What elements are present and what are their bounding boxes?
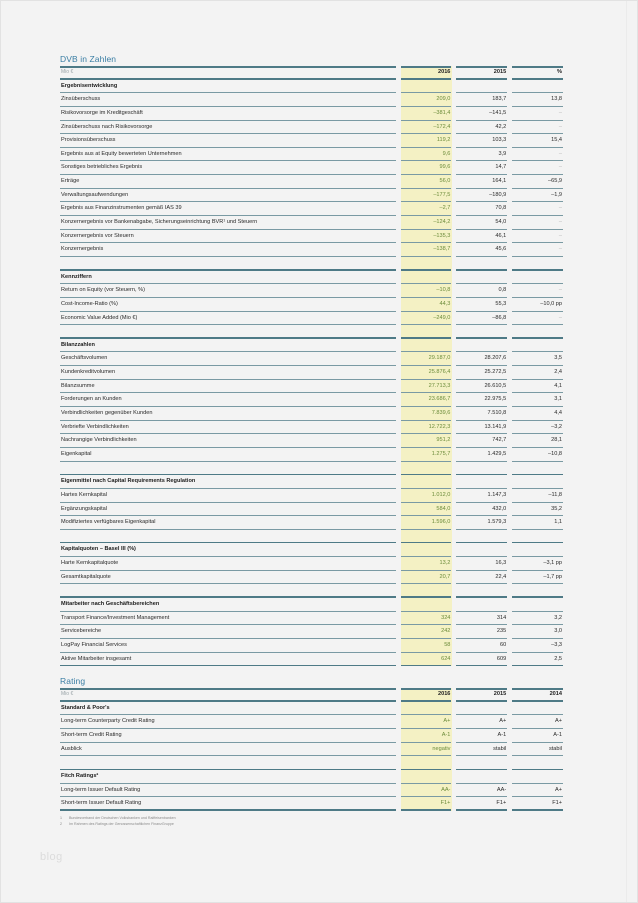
- row-label: Risikovorsorge im Kreditgeschäft: [60, 107, 396, 121]
- table-row: [60, 489, 563, 503]
- cell-third: –: [512, 107, 563, 121]
- row-label: Economic Value Added (Mio €): [60, 312, 396, 326]
- cell-2015: 0,8: [456, 284, 507, 298]
- cell-2015: [456, 584, 507, 598]
- cell-2015: A-1: [456, 729, 507, 743]
- cell-third: [512, 339, 563, 353]
- cell-third: 2,4: [512, 366, 563, 380]
- table-row: [60, 216, 563, 230]
- row-label: Ergebnis aus Finanzinstrumenten gemäß IAS 39: [60, 202, 396, 216]
- footnotes: [60, 815, 563, 827]
- row-label: Long-term Counterparty Credit Rating: [60, 715, 396, 729]
- row-label: Kundenkreditvolumen: [60, 366, 396, 380]
- table-row: [60, 715, 563, 729]
- row-label: Fitch Ratings²: [60, 770, 396, 784]
- spacer-row: [60, 257, 563, 271]
- row-label: Verbindlichkeiten gegenüber Kunden: [60, 407, 396, 421]
- row-label: Mio €: [60, 688, 396, 702]
- row-label: [60, 462, 396, 476]
- cell-2015: –141,5: [456, 107, 507, 121]
- group-heading: [60, 271, 563, 285]
- row-label: Kapitalquoten – Basel III (%): [60, 543, 396, 557]
- cell-2016: 58: [401, 639, 452, 653]
- cell-third: A+: [512, 715, 563, 729]
- table-row: [60, 612, 563, 626]
- cell-third: –: [512, 284, 563, 298]
- cell-2015: 45,6: [456, 243, 507, 257]
- row-label: Ergebnisentwicklung: [60, 80, 396, 94]
- cell-2016: [401, 702, 452, 716]
- row-label: Konzernergebnis vor Bankenabgabe, Sicherungseinrichtung BVR¹ und Steuern: [60, 216, 396, 230]
- cell-2016: 119,2: [401, 134, 452, 148]
- cell-third: –: [512, 148, 563, 162]
- cell-third: 35,2: [512, 503, 563, 517]
- cell-2015: F1+: [456, 797, 507, 811]
- table-row: [60, 571, 563, 585]
- cell-2016: –177,5: [401, 189, 452, 203]
- row-label: Transport Finance/Investment Management: [60, 612, 396, 626]
- cell-2015: 2015: [456, 688, 507, 702]
- table-row: [60, 352, 563, 366]
- table-row: [60, 407, 563, 421]
- cell-third: 3,1: [512, 393, 563, 407]
- table-row: [60, 298, 563, 312]
- cell-third: –11,8: [512, 489, 563, 503]
- row-label: Return on Equity (vor Steuern, %): [60, 284, 396, 298]
- cell-third: –: [512, 121, 563, 135]
- table-row: [60, 797, 563, 811]
- footnote-number: 2: [60, 821, 62, 826]
- cell-2016: F1+: [401, 797, 452, 811]
- cell-third: stabil: [512, 743, 563, 757]
- table-row: [60, 743, 563, 757]
- cell-third: [512, 598, 563, 612]
- cell-2016: 56,0: [401, 175, 452, 189]
- cell-2015: AA-: [456, 784, 507, 798]
- cell-2015: 28.207,6: [456, 352, 507, 366]
- cell-2015: stabil: [456, 743, 507, 757]
- cell-2015: 2015: [456, 66, 507, 80]
- group-heading: [60, 475, 563, 489]
- row-label: Short-term Issuer Default Rating: [60, 797, 396, 811]
- cell-2016: [401, 462, 452, 476]
- cell-third: –: [512, 243, 563, 257]
- row-label: [60, 257, 396, 271]
- cell-2016: 2016: [401, 66, 452, 80]
- cell-2016: 12.722,3: [401, 421, 452, 435]
- cell-third: %: [512, 66, 563, 80]
- row-label: Erträge: [60, 175, 396, 189]
- cell-2015: [456, 325, 507, 339]
- row-label: [60, 530, 396, 544]
- row-label: Long-term Issuer Default Rating: [60, 784, 396, 798]
- cell-2015: [456, 598, 507, 612]
- table-row: [60, 421, 563, 435]
- cell-third: [512, 702, 563, 716]
- section1-section: [60, 52, 563, 666]
- cell-2016: –138,7: [401, 243, 452, 257]
- cell-2015: [456, 543, 507, 557]
- cell-2015: [456, 702, 507, 716]
- cell-2016: 9,6: [401, 148, 452, 162]
- cell-third: 15,4: [512, 134, 563, 148]
- cell-third: [512, 271, 563, 285]
- section-title: Rating: [60, 676, 86, 687]
- cell-third: [512, 462, 563, 476]
- cell-2015: 22,4: [456, 571, 507, 585]
- cell-2016: –2,7: [401, 202, 452, 216]
- cell-2015: 103,3: [456, 134, 507, 148]
- cell-2015: 25.272,5: [456, 366, 507, 380]
- cell-2016: 324: [401, 612, 452, 626]
- cell-third: –: [512, 216, 563, 230]
- table-row: [60, 148, 563, 162]
- row-label: Standard & Poor's: [60, 702, 396, 716]
- row-label: Konzernergebnis: [60, 243, 396, 257]
- cell-2016: 1.012,0: [401, 489, 452, 503]
- table-row: [60, 134, 563, 148]
- cell-third: –3,1 pp: [512, 557, 563, 571]
- cell-third: –: [512, 312, 563, 326]
- cell-2015: [456, 80, 507, 94]
- cell-third: [512, 756, 563, 770]
- cell-2015: 13.141,9: [456, 421, 507, 435]
- cell-2015: A+: [456, 715, 507, 729]
- row-label: Verwaltungsaufwendungen: [60, 189, 396, 203]
- spacer-row: [60, 462, 563, 476]
- table-row: [60, 161, 563, 175]
- cell-2015: [456, 770, 507, 784]
- cell-2015: 7.510,8: [456, 407, 507, 421]
- table-header: [60, 688, 563, 702]
- cell-2015: 55,3: [456, 298, 507, 312]
- cell-third: –65,9: [512, 175, 563, 189]
- cell-2015: [456, 475, 507, 489]
- cell-2015: [456, 271, 507, 285]
- row-label: LogPay Financial Services: [60, 639, 396, 653]
- row-label: Geschäftsvolumen: [60, 352, 396, 366]
- cell-2016: [401, 339, 452, 353]
- cell-2016: [401, 584, 452, 598]
- cell-third: –: [512, 230, 563, 244]
- table-row: [60, 380, 563, 394]
- cell-2016: 25.876,4: [401, 366, 452, 380]
- row-label: Forderungen an Kunden: [60, 393, 396, 407]
- row-label: Mitarbeiter nach Geschäftsbereichen: [60, 598, 396, 612]
- cell-2015: –86,8: [456, 312, 507, 326]
- table-row: [60, 625, 563, 639]
- watermark: blog: [40, 851, 63, 863]
- section2-table: [60, 688, 563, 811]
- spacer-row: [60, 325, 563, 339]
- row-label: [60, 756, 396, 770]
- table-row: [60, 639, 563, 653]
- cell-third: [512, 325, 563, 339]
- cell-third: –: [512, 161, 563, 175]
- document-content: [60, 52, 563, 827]
- table-row: [60, 366, 563, 380]
- cell-2015: 1.429,5: [456, 448, 507, 462]
- cell-2016: 7.839,6: [401, 407, 452, 421]
- table-row: [60, 393, 563, 407]
- cell-2016: 23.686,7: [401, 393, 452, 407]
- row-label: Modifiziertes verfügbares Eigenkapital: [60, 516, 396, 530]
- footnote: [60, 821, 563, 827]
- cell-2015: 742,7: [456, 434, 507, 448]
- cell-2015: 3,9: [456, 148, 507, 162]
- spacer-row: [60, 584, 563, 598]
- row-label: Verbriefte Verbindlichkeiten: [60, 421, 396, 435]
- row-label: Zinsüberschuss: [60, 93, 396, 107]
- row-label: Eigenmittel nach Capital Requirements Regulation: [60, 475, 396, 489]
- row-label: Bilanzsumme: [60, 380, 396, 394]
- cell-2016: 44,3: [401, 298, 452, 312]
- row-label: Ausblick: [60, 743, 396, 757]
- table-row: [60, 516, 563, 530]
- cell-2016: AA-: [401, 784, 452, 798]
- group-heading: [60, 770, 563, 784]
- row-label: Ergebnis aus at Equity bewerteten Unternehmen: [60, 148, 396, 162]
- cell-third: –10,0 pp: [512, 298, 563, 312]
- cell-third: A+: [512, 784, 563, 798]
- row-label: Eigenkapital: [60, 448, 396, 462]
- cell-2016: 1.275,7: [401, 448, 452, 462]
- cell-2015: 26.610,5: [456, 380, 507, 394]
- table-row: [60, 121, 563, 135]
- cell-2015: [456, 257, 507, 271]
- cell-2015: 70,8: [456, 202, 507, 216]
- row-label: Kennziffern: [60, 271, 396, 285]
- row-label: Cost-Income-Ratio (%): [60, 298, 396, 312]
- cell-third: 28,1: [512, 434, 563, 448]
- cell-third: 2014: [512, 688, 563, 702]
- cell-third: –: [512, 202, 563, 216]
- table-header: [60, 66, 563, 80]
- cell-third: [512, 80, 563, 94]
- cell-third: –10,8: [512, 448, 563, 462]
- cell-2016: 584,0: [401, 503, 452, 517]
- cell-2015: 42,2: [456, 121, 507, 135]
- cell-third: A-1: [512, 729, 563, 743]
- group-heading: [60, 598, 563, 612]
- cell-2016: 951,2: [401, 434, 452, 448]
- spacer-row: [60, 530, 563, 544]
- cell-2016: [401, 80, 452, 94]
- cell-2015: 1.147,3: [456, 489, 507, 503]
- cell-2016: [401, 257, 452, 271]
- cell-2015: 609: [456, 653, 507, 667]
- row-label: [60, 584, 396, 598]
- cell-2016: 209,0: [401, 93, 452, 107]
- cell-2015: [456, 530, 507, 544]
- cell-2015: 16,3: [456, 557, 507, 571]
- cell-2016: 624: [401, 653, 452, 667]
- cell-2016: –124,2: [401, 216, 452, 230]
- row-label: Short-term Credit Rating: [60, 729, 396, 743]
- cell-2015: [456, 462, 507, 476]
- group-heading: [60, 543, 563, 557]
- cell-third: [512, 543, 563, 557]
- cell-third: 13,8: [512, 93, 563, 107]
- cell-2015: 183,7: [456, 93, 507, 107]
- cell-third: –3,3: [512, 639, 563, 653]
- row-label: Ergänzungskapital: [60, 503, 396, 517]
- table-row: [60, 557, 563, 571]
- row-label: Konzernergebnis vor Steuern: [60, 230, 396, 244]
- cell-2016: 13,2: [401, 557, 452, 571]
- row-label: Nachrangige Verbindlichkeiten: [60, 434, 396, 448]
- row-label: Bilanzzahlen: [60, 339, 396, 353]
- cell-third: [512, 475, 563, 489]
- cell-2015: [456, 339, 507, 353]
- section2-section: [60, 674, 563, 827]
- cell-2016: A+: [401, 715, 452, 729]
- section1-table: [60, 66, 563, 666]
- cell-2016: –135,3: [401, 230, 452, 244]
- cell-2015: 14,7: [456, 161, 507, 175]
- cell-2015: 54,0: [456, 216, 507, 230]
- cell-2016: [401, 756, 452, 770]
- group-heading: [60, 80, 563, 94]
- cell-2015: 60: [456, 639, 507, 653]
- cell-2016: 1.596,0: [401, 516, 452, 530]
- cell-third: –1,7 pp: [512, 571, 563, 585]
- row-label: Servicebereiche: [60, 625, 396, 639]
- cell-2015: 235: [456, 625, 507, 639]
- spacer-row: [60, 756, 563, 770]
- cell-third: 1,1: [512, 516, 563, 530]
- cell-2015: 22.975,5: [456, 393, 507, 407]
- cell-2016: 29.187,0: [401, 352, 452, 366]
- table-row: [60, 434, 563, 448]
- table-row: [60, 243, 563, 257]
- table-row: [60, 284, 563, 298]
- cell-2015: 432,0: [456, 503, 507, 517]
- table-row: [60, 93, 563, 107]
- cell-third: 3,0: [512, 625, 563, 639]
- cell-2015: 164,1: [456, 175, 507, 189]
- row-label: Hartes Kernkapital: [60, 489, 396, 503]
- table-row: [60, 312, 563, 326]
- cell-third: 3,5: [512, 352, 563, 366]
- row-label: Aktive Mitarbeiter insgesamt: [60, 653, 396, 667]
- cell-2016: 20,7: [401, 571, 452, 585]
- group-heading: [60, 702, 563, 716]
- table-row: [60, 107, 563, 121]
- row-label: Zinsüberschuss nach Risikovorsorge: [60, 121, 396, 135]
- cell-2015: 46,1: [456, 230, 507, 244]
- cell-2016: A-1: [401, 729, 452, 743]
- table-row: [60, 503, 563, 517]
- cell-third: –3,2: [512, 421, 563, 435]
- cell-third: [512, 770, 563, 784]
- table-row: [60, 175, 563, 189]
- cell-2016: 242: [401, 625, 452, 639]
- cell-third: [512, 257, 563, 271]
- cell-2015: –180,9: [456, 189, 507, 203]
- cell-2016: [401, 598, 452, 612]
- table-row: [60, 784, 563, 798]
- section-title: DVB in Zahlen: [60, 54, 117, 64]
- row-label: [60, 325, 396, 339]
- table-row: [60, 653, 563, 667]
- cell-third: 3,2: [512, 612, 563, 626]
- table-row: [60, 729, 563, 743]
- cell-2016: –249,0: [401, 312, 452, 326]
- table-row: [60, 230, 563, 244]
- row-label: Mio €: [60, 66, 396, 80]
- cell-third: [512, 584, 563, 598]
- cell-third: 4,4: [512, 407, 563, 421]
- footnote-number: 1: [60, 815, 62, 820]
- cell-2016: negativ: [401, 743, 452, 757]
- cell-2016: 2016: [401, 688, 452, 702]
- cell-2016: 27.713,3: [401, 380, 452, 394]
- row-label: Provisionsüberschuss: [60, 134, 396, 148]
- cell-third: 4,1: [512, 380, 563, 394]
- footnote-text: Bundesverband der Deutschen Volksbanken und Raiffeisenbanken: [69, 815, 176, 820]
- cell-2016: –10,8: [401, 284, 452, 298]
- cell-third: –1,9: [512, 189, 563, 203]
- cell-third: [512, 530, 563, 544]
- footnote-text: Im Rahmen des Ratings der Genossenschaftlichen FinanzGruppe: [69, 821, 174, 826]
- cell-2016: –381,4: [401, 107, 452, 121]
- table-row: [60, 202, 563, 216]
- table-row: [60, 448, 563, 462]
- cell-2015: 314: [456, 612, 507, 626]
- cell-2016: [401, 543, 452, 557]
- cell-2016: [401, 475, 452, 489]
- cell-2015: 1.579,3: [456, 516, 507, 530]
- table-row: [60, 189, 563, 203]
- cell-2016: 99,6: [401, 161, 452, 175]
- row-label: Sonstiges betriebliches Ergebnis: [60, 161, 396, 175]
- cell-2015: [456, 756, 507, 770]
- row-label: Gesamtkapitalquote: [60, 571, 396, 585]
- cell-2016: –172,4: [401, 121, 452, 135]
- cell-2016: [401, 770, 452, 784]
- cell-2016: [401, 271, 452, 285]
- cell-2016: [401, 530, 452, 544]
- row-label: Harte Kernkapitalquote: [60, 557, 396, 571]
- group-heading: [60, 339, 563, 353]
- cell-2016: [401, 325, 452, 339]
- cell-third: F1+: [512, 797, 563, 811]
- cell-third: 2,5: [512, 653, 563, 667]
